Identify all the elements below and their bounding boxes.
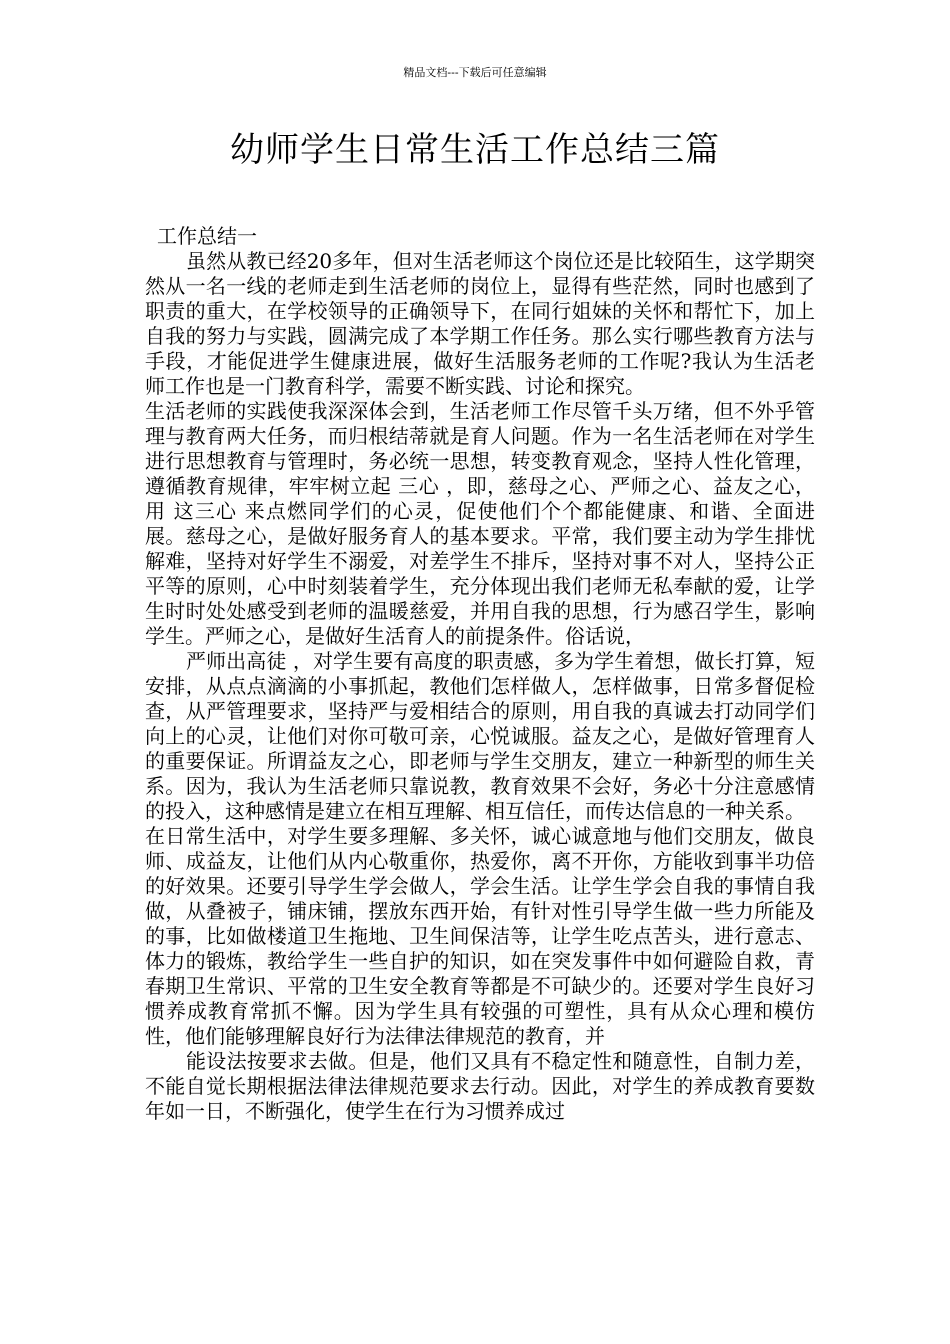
section-heading: 工作总结一 xyxy=(157,224,257,248)
paragraph-1: 虽然从教已经20多年，但对生活老师这个岗位还是比较陌生，这学期突然从一名一线的老师走到生活老师的岗位上，显得有些茫然，同时也感到了职责的重大，在学校领导的正确领导下，在同行姐妹的关怀和帮忙下，加上自我的努力与实践，圆满完成了本学期工作任务。那么实行哪些教育方法与手段，才能促进学生健康进展，做好生活服务老师的工作呢?我认为生活老师工作也是一门教育科学，需要不断实践、讨论和探究。 xyxy=(145,249,815,398)
header-note: 精品文档---下载后可任意编辑 xyxy=(403,66,547,79)
paragraph-4: 在日常生活中，对学生要多理解、多关怀，诚心诚意地与他们交朋友，做良师、成益友，让他们从内心敬重你，热爱你，离不开你，方能收到事半功倍的好效果。还要引导学生学会做人，学会生活。让学生学会自我的事情自我做，从叠被子，铺床铺，摆放东西开始，有针对性引导学生做一些力所能及的事，比如做楼道卫生拖地、卫生间保洁等，让学生吃点苦头，进行意志、体力的锻炼，教给学生一些自护的知识，如在突发事件中如何避险自救，青春期卫生常识、平常的卫生安全教育等都是不可缺少的。还要对学生良好习惯养成教育常抓不懈。因为学生具有较强的可塑性，具有从众心理和模仿性，他们能够理解良好行为法律法律规范的教育，并 xyxy=(145,824,815,1048)
paragraph-2: 生活老师的实践使我深深体会到，生活老师工作尽管千头万绪，但不外乎管理与教育两大任务，而归根结蒂就是育人问题。作为一名生活老师在对学生进行思想教育与管理时，务必统一思想，转变教育观念，坚持人性化管理，遵循教育规律，牢牢树立起 三心 ，即，慈母之心、严师之心、益友之心，用 这三心 来点燃同学们的心灵，促使他们个个都能健康、和谐、全面进展。慈母之心，是做好服务育人的基本要求。平常，我们要主动为学生排忧解难，坚持对好学生不溺爱，对差学生不排斥，坚持对事不对人，坚持公正平等的原则，心中时刻装着学生，充分体现出我们老师无私奉献的爱，让学生时时处处感受到老师的温暖慈爱，并用自我的思想，行为感召学生，影响学生。严师之心，是做好生活育人的前提条件。俗话说， xyxy=(145,399,815,648)
paragraph-5: 能设法按要求去做。但是，他们又具有不稳定性和随意性，自制力差，不能自觉长期根据法律法律规范要求去行动。因此，对学生的养成教育要数年如一日，不断强化，使学生在行为习惯养成过 xyxy=(145,1049,815,1123)
document-title: 幼师学生日常生活工作总结三篇 xyxy=(230,130,720,170)
document-body xyxy=(145,224,815,1124)
paragraph-3: 严师出高徒 ，对学生要有高度的职责感，多为学生着想，做长打算，短安排，从点点滴滴的小事抓起，教他们怎样做人，怎样做事，日常多督促检查，从严管理要求，坚持严与爱相结合的原则，用自我的真诚去打动同学们向上的心灵，让他们对你可敬可亲，心悦诚服。益友之心，是做好管理育人的重要保证。所谓益友之心，即老师与学生交朋友，建立一种新型的师生关系。因为，我认为生活老师只靠说教，教育效果不会好，务必十分注意感情的投入，这种感情是建立在相互理解、相互信任，而传达信息的一种关系。 xyxy=(145,649,815,823)
